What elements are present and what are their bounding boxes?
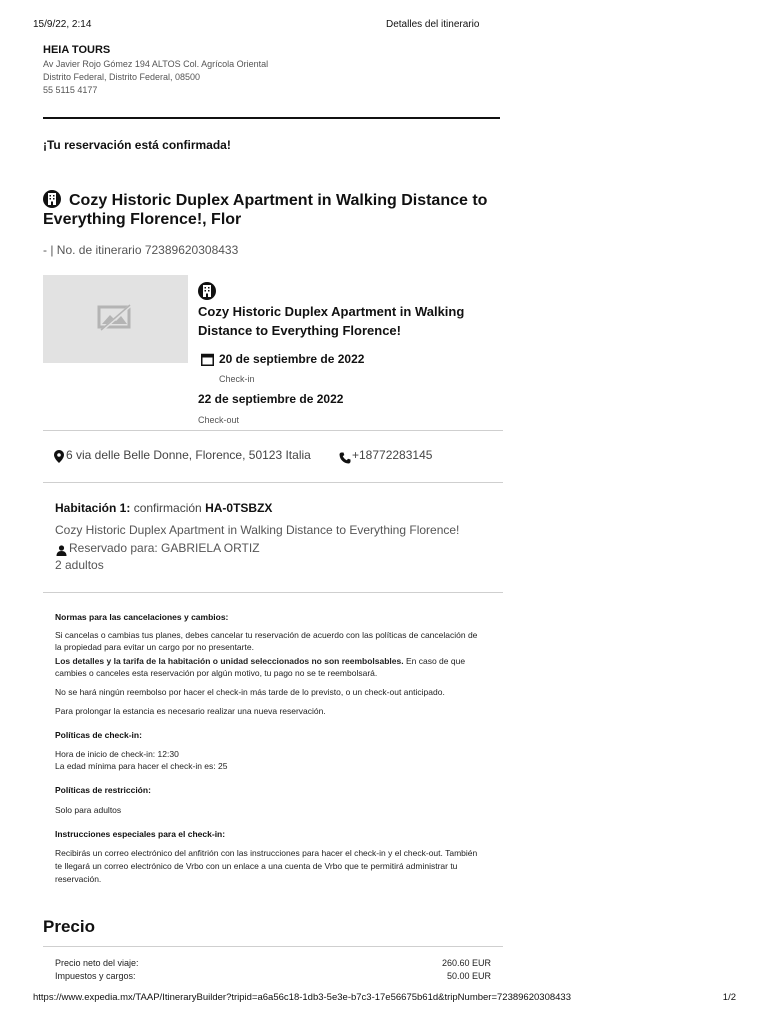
cancel-policy-p2-line2: cambies o canceles esta reservación por algún motivo, tu pago no se te reembolsará. (55, 668, 378, 678)
agency-phone: 55 5115 4177 (43, 85, 98, 95)
room-confirmation (55, 501, 272, 515)
booking-title-line1: Cozy Historic Duplex Apartment in Walking Distance to (69, 192, 488, 209)
building-icon (198, 282, 216, 300)
reserved-for: Reservado para: GABRIELA ORTIZ (69, 541, 260, 555)
location-pin-icon (54, 450, 64, 468)
footer-url[interactable]: https://www.expedia.mx/TAAP/ItineraryBuilder?tripid=a6a56c18-1db3-5e3e-b7c3-17e56675b61d&tripNumber=72389620308433 (33, 992, 571, 1003)
checkout-date: 22 de septiembre de 2022 (198, 392, 344, 406)
checkin-time: Hora de inicio de check-in: 12:30 (55, 749, 179, 759)
special-instructions-line2: te llegará un correo electrónico de Vrbo con un enlace a una cuenta de Vrbo que te permitirá administrar tu (55, 861, 458, 871)
non-refundable-notice: Los detalles y la tarifa de la habitación o unidad seleccionados no son reembolsables. (55, 656, 404, 666)
print-datetime: 15/9/22, 2:14 (33, 19, 92, 30)
header-divider (43, 117, 500, 119)
page-number: 1/2 (722, 992, 736, 1003)
cancel-policy-p1-line2: la propiedad para evitar un cargo por no presentarte. (55, 642, 254, 652)
cancel-policy-p2-rest: En caso de que (403, 656, 466, 666)
special-instructions-heading: Instrucciones especiales para el check-in: (55, 829, 226, 839)
room-confirmation-code: HA-0TSBZX (205, 501, 273, 515)
cancel-policy-p2-line1 (55, 655, 465, 667)
property-address: 6 via delle Belle Donne, Florence, 50123 Italia (66, 448, 311, 462)
checkin-date: 20 de septiembre de 2022 (219, 352, 365, 366)
divider (43, 946, 503, 947)
taxes-label: Impuestos y cargos: (55, 971, 136, 981)
divider (43, 482, 503, 483)
cancel-policy-p3: No se hará ningún reembolso por hacer el check-in más tarde de lo previsto, o un check-out anticipado. (55, 687, 445, 697)
checkout-label: Check-out (198, 415, 240, 425)
agency-name: HEIA TOURS (43, 44, 111, 56)
price-heading: Precio (43, 917, 95, 936)
special-instructions-line1: Recibirás un correo electrónico del anfitrión con las instrucciones para hacer el check-in y el check-out. También (55, 848, 478, 858)
guest-count: 2 adultos (55, 558, 104, 572)
property-phone[interactable]: +18772283145 (352, 448, 433, 462)
cancel-policy-p1-line1: Si cancelas o cambias tus planes, debes cancelar tu reservación de acuerdo con las políticas de cancelación de (55, 630, 478, 640)
divider (43, 592, 503, 593)
cancel-policy-heading: Normas para las cancelaciones y cambios: (55, 612, 229, 622)
calendar-icon (201, 353, 214, 371)
taxes-value: 50.00 EUR (446, 971, 491, 981)
special-instructions-line3: reservación. (55, 874, 102, 884)
checkin-policy-heading: Políticas de check-in: (55, 730, 142, 740)
restriction-policy-text: Solo para adultos (55, 805, 122, 815)
image-placeholder-icon (97, 303, 133, 333)
phone-icon (339, 451, 351, 469)
checkin-min-age: La edad mínima para hacer el check-in es: 25 (55, 761, 228, 771)
building-icon (43, 190, 61, 208)
property-image-placeholder (43, 275, 188, 363)
checkin-label: Check-in (219, 374, 255, 384)
itinerary-number: - | No. de itinerario 72389620308433 (43, 243, 239, 257)
net-price-value: 260.60 EUR (441, 958, 491, 968)
booking-title-line2: Everything Florence!, Flor (43, 211, 242, 228)
confirmation-message: ¡Tu reservación está confirmada! (43, 138, 231, 152)
property-name-line2: Distance to Everything Florence! (198, 323, 401, 338)
room-confirmation-text: confirmación (133, 501, 202, 515)
agency-address-line2: Distrito Federal, Distrito Federal, 08500 (43, 72, 201, 82)
room-name: Cozy Historic Duplex Apartment in Walking Distance to Everything Florence! (55, 523, 460, 537)
cancel-policy-p4: Para prolongar la estancia es necesario realizar una nueva reservación. (55, 706, 326, 716)
restriction-policy-heading: Políticas de restricción: (55, 785, 151, 795)
room-label: Habitación 1: (55, 501, 131, 515)
agency-address-line1: Av Javier Rojo Gómez 194 ALTOS Col. Agrícola Oriental (43, 59, 269, 69)
print-doc-title: Detalles del itinerario (386, 19, 480, 30)
divider (43, 430, 503, 431)
net-price-label: Precio neto del viaje: (55, 958, 139, 968)
property-name-line1: Cozy Historic Duplex Apartment in Walking (198, 304, 465, 319)
